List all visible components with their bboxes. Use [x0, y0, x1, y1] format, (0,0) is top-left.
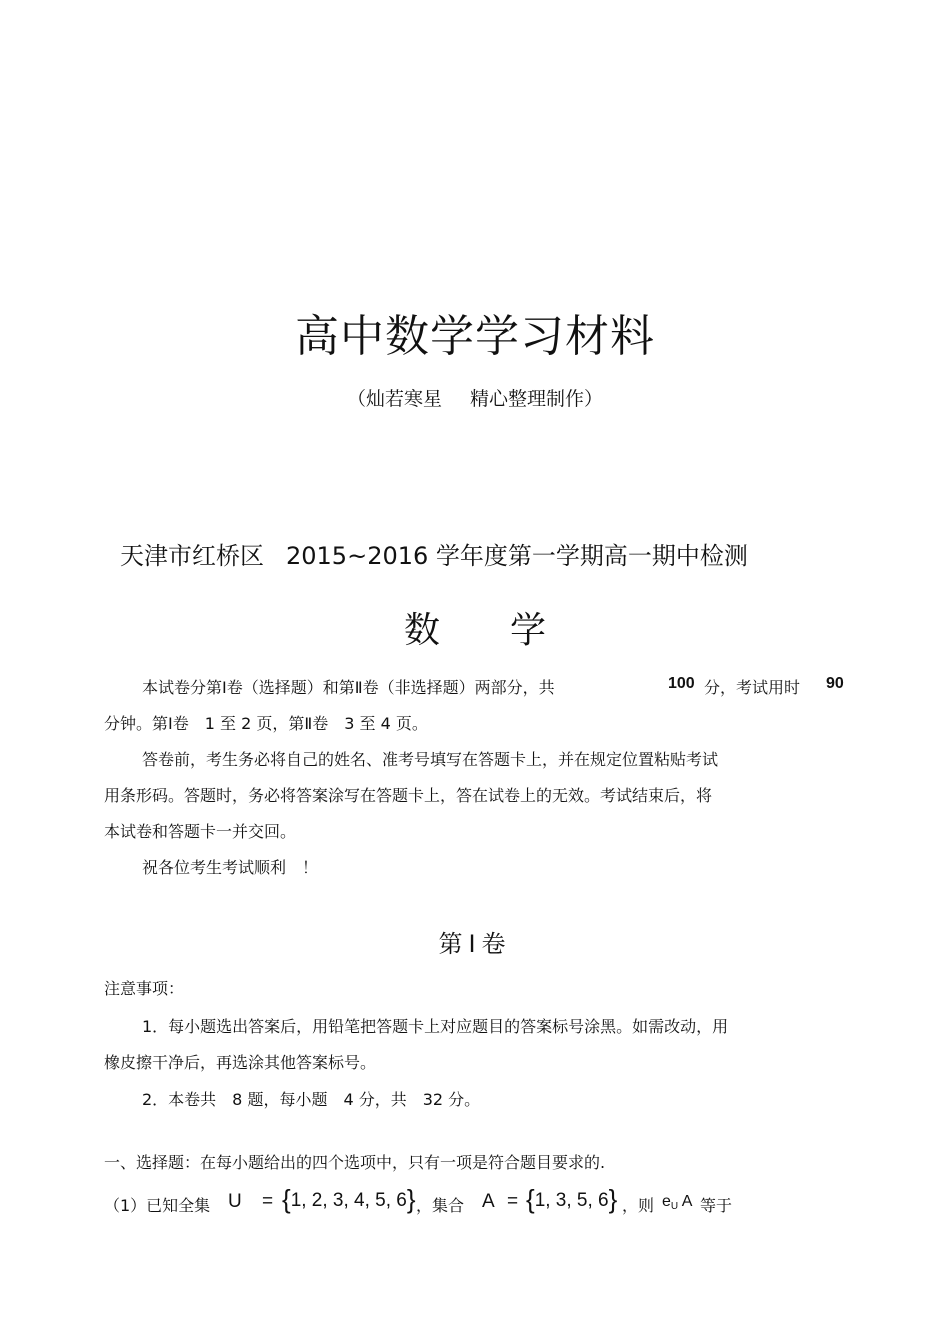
- set-a: [526, 1184, 617, 1215]
- intro-line-6: 祝各位考生考试顺利 ！: [142, 858, 319, 877]
- equals-sign-1: =: [262, 1191, 274, 1212]
- intro-line-2: 分钟。第Ⅰ卷 1 至 2 页，第Ⅱ卷 3 至 4 页。: [104, 714, 428, 733]
- complement-set: A: [681, 1193, 693, 1210]
- left-brace-icon: {: [282, 1184, 291, 1214]
- question-1-tail: ，则: [622, 1196, 655, 1215]
- document-title: 高中数学学习材料: [295, 311, 655, 362]
- question-1-prefix: （1）已知全集: [104, 1196, 211, 1215]
- subject-char-1: 数: [403, 610, 440, 651]
- intro-line-1a: 本试卷分第Ⅰ卷（选择题）和第Ⅱ卷（非选择题）两部分，共: [142, 678, 555, 697]
- complement-symbol: e: [662, 1193, 671, 1210]
- document-subtitle: [0, 384, 950, 411]
- set-a-elements: 1, 3, 5, 6: [534, 1190, 609, 1211]
- exam-title-rest: 2015~2016 学年度第一学期高一期中检测: [286, 542, 748, 570]
- subject-char-2: 学: [510, 610, 547, 651]
- subject-title: [0, 602, 950, 653]
- volume-title: 第Ⅰ卷: [438, 930, 512, 958]
- note-1b: 橡皮擦干净后，再选涂其他答案标号。: [104, 1053, 377, 1072]
- subtitle-close: 精心整理制作）: [470, 388, 604, 410]
- exam-title: [120, 536, 748, 571]
- intro-line-5: 本试卷和答题卡一并交回。: [104, 822, 297, 841]
- left-brace-icon: {: [526, 1184, 535, 1214]
- exam-minutes: 90: [826, 675, 844, 692]
- complement-expression: [662, 1193, 692, 1212]
- intro-line-1b: 分，考试用时: [704, 678, 801, 697]
- note-1a: 1．每小题选出答案后，用铅笔把答题卡上对应题目的答案标号涂黑。如需改动，用: [142, 1017, 729, 1036]
- right-brace-icon: }: [608, 1184, 618, 1214]
- question-1-end: 等于: [700, 1196, 733, 1215]
- intro-line-4: 用条形码。答题时，务必将答案涂写在答题卡上，答在试卷上的无效。考试结束后，将: [104, 786, 713, 805]
- set-a-name: A: [482, 1191, 495, 1212]
- intro-line-3: 答卷前，考生务必将自己的姓名、准考号填写在答题卡上，并在规定位置粘贴考试: [142, 750, 719, 769]
- note-2: 2．本卷共 8 题，每小题 4 分，共 32 分。: [142, 1090, 481, 1109]
- exam-region: 天津市红桥区: [120, 542, 264, 570]
- notes-heading: 注意事项：: [104, 979, 185, 998]
- set-u-name: U: [228, 1191, 242, 1212]
- complement-subscript: U: [670, 1201, 679, 1212]
- total-score: 100: [668, 675, 695, 692]
- question-1-mid: ，集合: [416, 1196, 465, 1215]
- set-u: [282, 1184, 416, 1215]
- equals-sign-2: =: [507, 1191, 519, 1212]
- section-heading: 一、选择题：在每小题给出的四个选项中，只有一项是符合题目要求的.: [104, 1153, 606, 1172]
- set-u-elements: 1, 2, 3, 4, 5, 6: [290, 1190, 407, 1211]
- right-brace-icon: }: [406, 1184, 416, 1214]
- subtitle-open: （灿若寒星: [346, 388, 442, 410]
